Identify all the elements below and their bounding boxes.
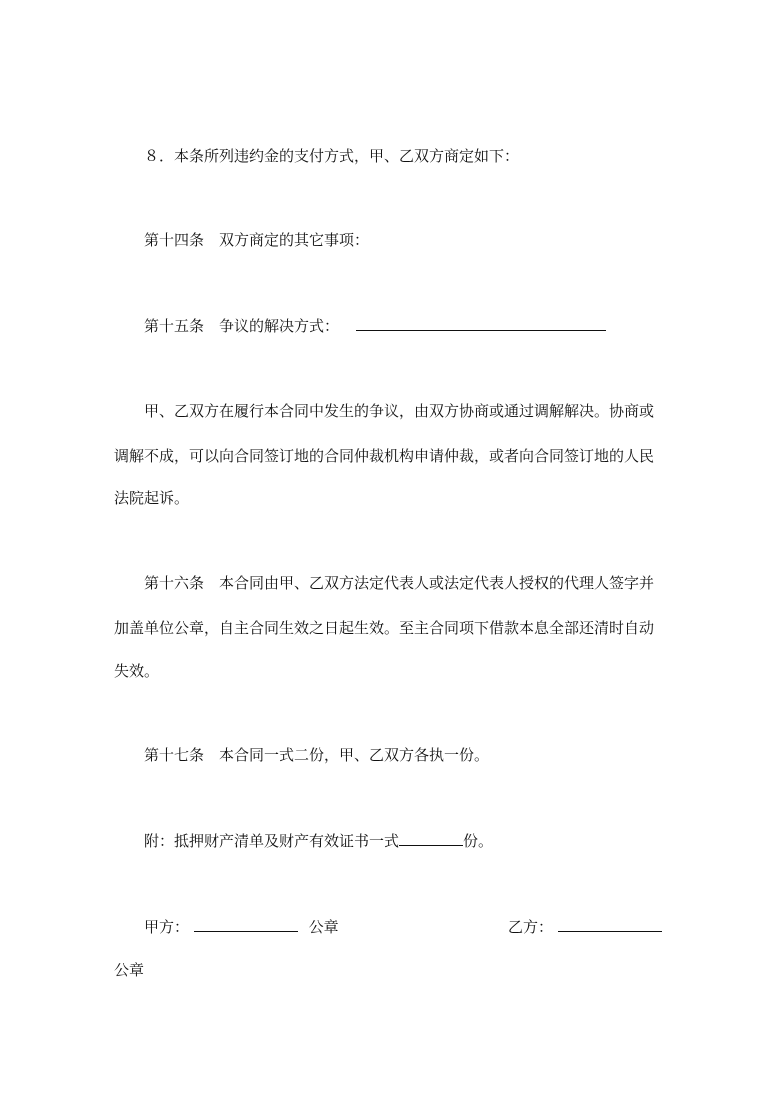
article-16-text-1: 第十六条 本合同由甲、乙双方法定代表人或法定代表人授权的代理人签字并 (144, 574, 655, 592)
attachment-suffix: 份。 (463, 832, 494, 850)
attachment-prefix: 附：抵押财产清单及财产有效证书一式 (144, 832, 400, 850)
article-16-text-3: 失效。 (114, 662, 160, 680)
party-a-blank (194, 917, 298, 932)
article-14-text: 第十四条 双方商定的其它事项： (144, 231, 370, 249)
party-b-label: 乙方： (508, 918, 554, 936)
article-17-text: 第十七条 本合同一式二份，甲、乙双方各执一份。 (144, 746, 490, 764)
article-16-text-2: 加盖单位公章，自主合同生效之日起生效。至主合同项下借款本息全部还清时自动 (114, 619, 655, 637)
party-b-signature (508, 917, 662, 937)
article-17 (144, 745, 489, 765)
clause-8-text: ８．本条所列违约金的支付方式，甲、乙双方商定如下： (144, 147, 520, 165)
party-b-blank (558, 917, 662, 932)
attachment-line (144, 831, 493, 851)
article-15-label: 第十五条 争议的解决方式： (144, 317, 340, 335)
article-16-line-3 (114, 661, 159, 681)
dispute-para-line-2 (114, 446, 654, 466)
dispute-para-line-1 (144, 401, 654, 421)
party-b-seal: 公章 (114, 961, 145, 979)
dispute-text-1: 甲、乙双方在履行本合同中发生的争议，由双方协商或通过调解解决。协商或 (144, 402, 655, 420)
party-a-label: 甲方： (144, 918, 190, 936)
dispute-text-2: 调解不成，可以向合同签订地的合同仲裁机构申请仲裁，或者向合同签订地的人民 (114, 447, 655, 465)
dispute-para-line-3 (114, 488, 189, 508)
article-16-line-1 (144, 573, 654, 593)
article-14 (144, 230, 369, 250)
party-b-seal-line (114, 960, 144, 980)
article-15 (144, 316, 606, 336)
copies-blank (399, 831, 463, 846)
clause-8-payment (144, 146, 519, 166)
party-a-seal: 公章 (308, 918, 339, 936)
dispute-method-blank (356, 316, 606, 331)
party-a-signature (144, 917, 339, 937)
article-16-line-2 (114, 618, 654, 638)
dispute-text-3: 法院起诉。 (114, 489, 190, 507)
